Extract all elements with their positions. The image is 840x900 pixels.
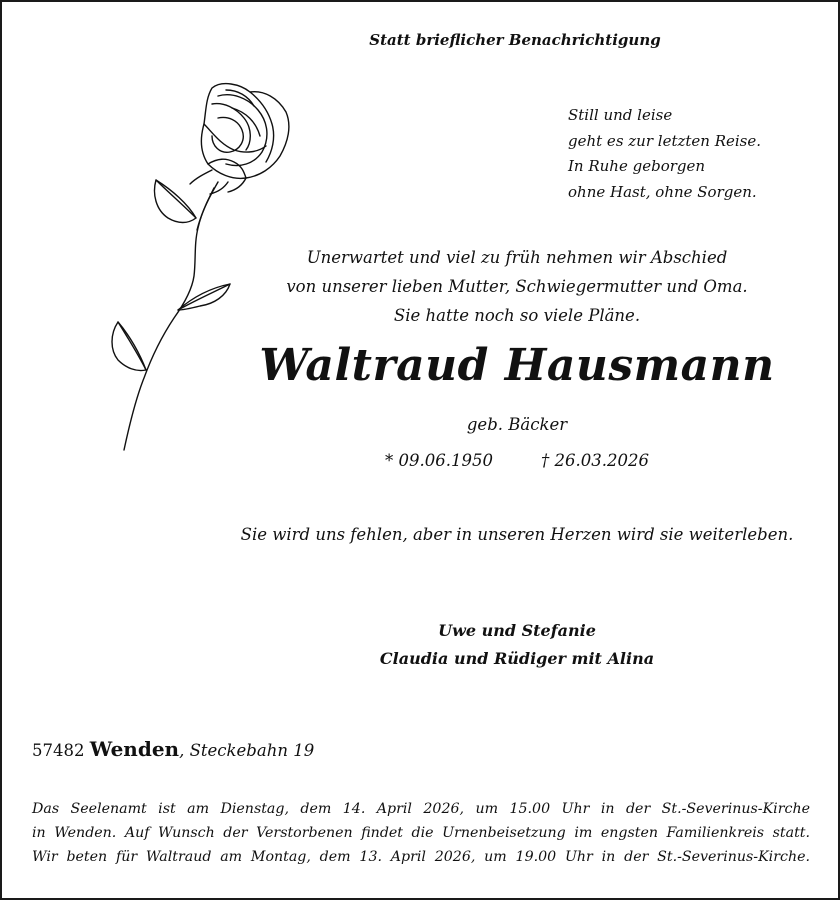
address-zip: 57482	[32, 741, 85, 760]
mourners	[247, 617, 787, 673]
address-city: Wenden	[89, 737, 180, 761]
intro-line: von unserer lieben Mutter, Schwiegermutter und Oma.	[286, 277, 748, 296]
notice-line: in Wenden. Auf Wunsch der Verstorbenen findet die Urnenbeisetzung im engsten Familienkreis statt.	[32, 825, 810, 841]
mourner-line: Claudia und Rüdiger mit Alina	[379, 649, 655, 668]
closing-text: Sie wird uns fehlen, aber in unseren Herzen wird sie weiterleben.	[240, 525, 794, 544]
notice-line: Wir beten für Waltraud am Montag, dem 13. April 2026, um 19.00 Uhr in der St.-Severinus-Kirche.	[32, 849, 810, 865]
mourner-line: Uwe und Stefanie	[438, 621, 596, 640]
life-dates	[247, 451, 787, 470]
deceased-name: Waltraud Hausmann	[259, 340, 775, 391]
header-title: Statt brieflicher Benachrichtigung	[369, 31, 661, 49]
intro-line: Unerwartet und viel zu früh nehmen wir Abschied	[306, 248, 728, 267]
poem	[568, 103, 828, 205]
poem-line: ohne Hast, ohne Sorgen.	[568, 182, 757, 201]
maiden-name: geb. Bäcker	[466, 415, 568, 434]
service-notice	[32, 797, 810, 869]
address-street: , Steckebahn 19	[179, 741, 315, 760]
birth-date: * 09.06.1950	[385, 451, 493, 470]
address	[32, 737, 314, 761]
poem-line: geht es zur letzten Reise.	[568, 131, 762, 150]
poem-line: In Ruhe geborgen	[568, 157, 706, 175]
intro-line: Sie hatte noch so viele Pläne.	[393, 306, 641, 325]
notice-line: Das Seelenamt ist am Dienstag, dem 14. April 2026, um 15.00 Uhr in der St.-Severinus-Kirche	[32, 801, 810, 817]
death-date: † 26.03.2026	[541, 451, 649, 470]
intro-text	[247, 243, 787, 330]
poem-line: Still und leise	[568, 106, 673, 124]
